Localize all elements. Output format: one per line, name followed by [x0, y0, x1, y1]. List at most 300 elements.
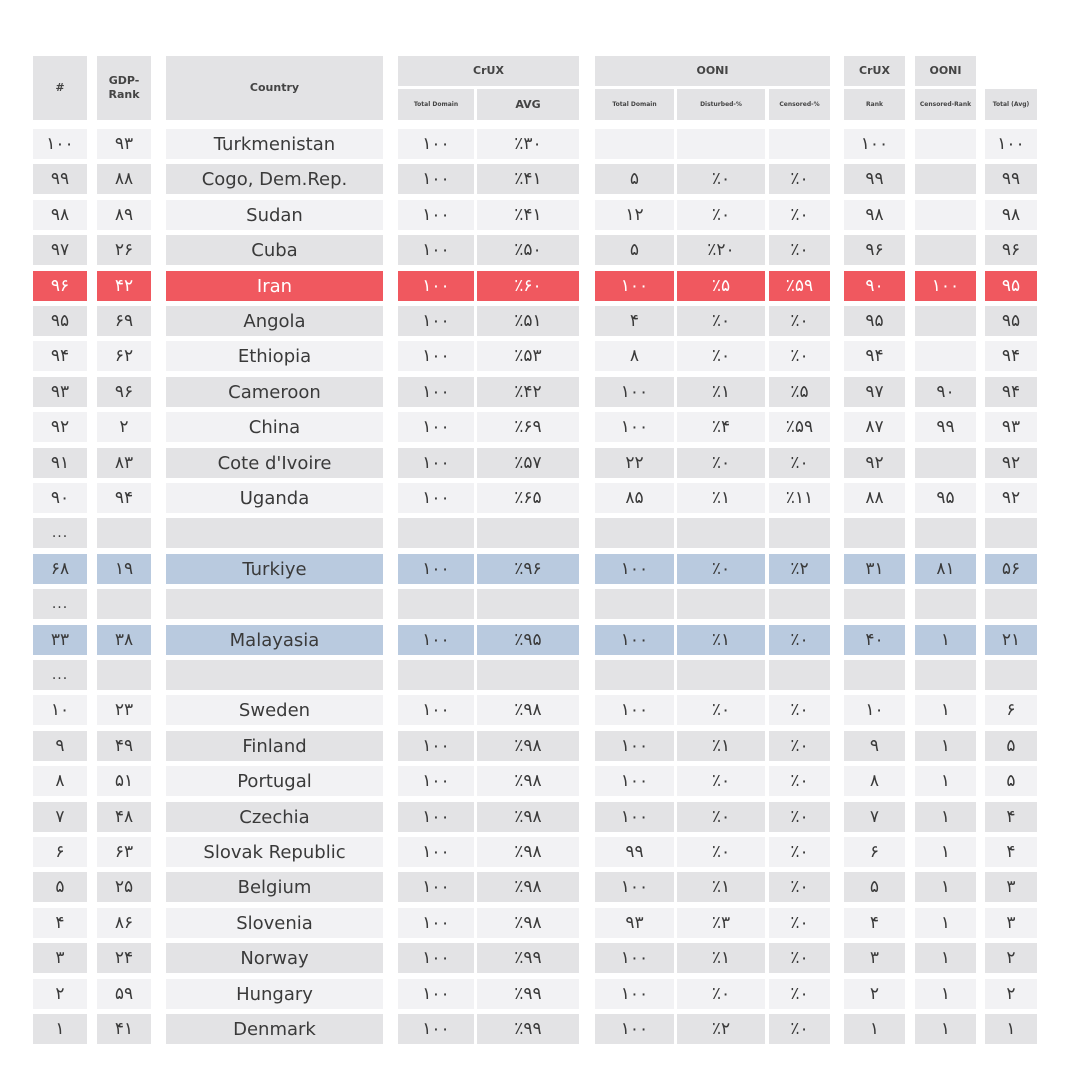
cell-total-avg: ۹۵: [985, 271, 1037, 301]
cell-ooni-censored-rank: ۸۱: [915, 554, 976, 584]
cell-ooni-disturbed: ٪۰: [677, 448, 765, 478]
cell-ooni-total-domain: ۹۹: [595, 837, 674, 867]
cell-country: Slovenia: [166, 908, 383, 938]
cell-total-avg: ۹۴: [985, 341, 1037, 371]
cell-crux-total-domain: ۱۰۰: [398, 943, 474, 973]
cell-ooni-censored-rank: ۱: [915, 731, 976, 761]
cell-ooni-disturbed: ٪۲۰: [677, 235, 765, 265]
cell-ooni-censored: ٪۰: [769, 943, 830, 973]
cell-crux-rank: ۶: [844, 837, 905, 867]
cell-crux-rank: ۳۱: [844, 554, 905, 584]
cell-rank: ۱: [33, 1014, 87, 1044]
cell-ooni-censored-rank: ۱: [915, 695, 976, 725]
cell-crux-total-domain: ۱۰۰: [398, 695, 474, 725]
cell-rank: ۷: [33, 802, 87, 832]
cell-total-avg: [985, 660, 1037, 690]
cell-crux-rank: ۵: [844, 872, 905, 902]
cell-ooni-censored-rank: [915, 129, 976, 159]
cell-crux-avg: ٪۶۰: [477, 271, 579, 301]
cell-ooni-disturbed: ٪۱: [677, 377, 765, 407]
cell-crux-rank: ۹۲: [844, 448, 905, 478]
cell-ooni-censored-rank: [915, 200, 976, 230]
cell-ooni-disturbed: [677, 518, 765, 548]
cell-gdp-rank: ۲۴: [97, 943, 151, 973]
header-rank: #: [33, 56, 87, 120]
cell-crux-rank: ۹۹: [844, 164, 905, 194]
cell-total-avg: ۹۴: [985, 377, 1037, 407]
cell-ooni-disturbed: [677, 660, 765, 690]
cell-crux-rank: ۴: [844, 908, 905, 938]
cell-ooni-censored-rank: ۹۰: [915, 377, 976, 407]
cell-ooni-censored-rank: [915, 660, 976, 690]
cell-total-avg: ۹۸: [985, 200, 1037, 230]
cell-rank: ۹۶: [33, 271, 87, 301]
cell-ooni-total-domain: ۱۰۰: [595, 1014, 674, 1044]
cell-gdp-rank: ۵۱: [97, 766, 151, 796]
header-crux-group: CrUX: [398, 56, 579, 86]
cell-crux-avg: ٪۹۹: [477, 943, 579, 973]
cell-total-avg: ۴: [985, 837, 1037, 867]
cell-crux-total-domain: ۱۰۰: [398, 979, 474, 1009]
cell-gdp-rank: [97, 518, 151, 548]
cell-country: Iran: [166, 271, 383, 301]
header-ooni-censored-rank: Censored-Rank: [915, 89, 976, 120]
cell-ooni-censored-rank: [915, 164, 976, 194]
cell-gdp-rank: ۴۸: [97, 802, 151, 832]
cell-ooni-censored: ٪۲: [769, 554, 830, 584]
cell-crux-total-domain: ۱۰۰: [398, 837, 474, 867]
cell-country: Denmark: [166, 1014, 383, 1044]
cell-ooni-disturbed: ٪۰: [677, 802, 765, 832]
cell-crux-total-domain: ۱۰۰: [398, 200, 474, 230]
cell-rank: ۱۰۰: [33, 129, 87, 159]
cell-ooni-total-domain: ۱۰۰: [595, 766, 674, 796]
cell-crux-avg: ٪۹۸: [477, 731, 579, 761]
cell-country: Turkiye: [166, 554, 383, 584]
cell-gdp-rank: [97, 660, 151, 690]
header-crux-rank: Rank: [844, 89, 905, 120]
cell-ooni-censored: ٪۰: [769, 200, 830, 230]
cell-total-avg: ۴: [985, 802, 1037, 832]
cell-ooni-censored: ٪۵: [769, 377, 830, 407]
cell-rank: ۳: [33, 943, 87, 973]
cell-total-avg: ۹۲: [985, 483, 1037, 513]
cell-crux-total-domain: ۱۰۰: [398, 766, 474, 796]
cell-country: Czechia: [166, 802, 383, 832]
cell-gdp-rank: ۹۶: [97, 377, 151, 407]
cell-ooni-disturbed: ٪۱: [677, 943, 765, 973]
cell-ooni-disturbed: [677, 129, 765, 159]
cell-ooni-censored: ٪۰: [769, 235, 830, 265]
cell-crux-rank: ۹۶: [844, 235, 905, 265]
cell-crux-total-domain: ۱۰۰: [398, 448, 474, 478]
cell-ooni-censored-rank: ۱: [915, 908, 976, 938]
cell-total-avg: [985, 518, 1037, 548]
cell-ooni-total-domain: ۱۰۰: [595, 731, 674, 761]
cell-ooni-disturbed: ٪۰: [677, 766, 765, 796]
cell-gdp-rank: ۸۶: [97, 908, 151, 938]
header-crux-avg: AVG: [477, 89, 579, 120]
cell-ooni-censored: ٪۵۹: [769, 271, 830, 301]
cell-rank: ۹۹: [33, 164, 87, 194]
cell-crux-avg: ٪۳۰: [477, 129, 579, 159]
cell-crux-total-domain: ۱۰۰: [398, 341, 474, 371]
cell-crux-total-domain: [398, 589, 474, 619]
cell-crux-avg: [477, 660, 579, 690]
cell-gdp-rank: ۴۱: [97, 1014, 151, 1044]
header-ooni-group: OONI: [595, 56, 830, 86]
cell-ooni-total-domain: ۵: [595, 235, 674, 265]
cell-crux-total-domain: ۱۰۰: [398, 731, 474, 761]
cell-ooni-censored-rank: [915, 448, 976, 478]
cell-country: Cote d'Ivoire: [166, 448, 383, 478]
cell-total-avg: ۹۹: [985, 164, 1037, 194]
cell-crux-rank: ۴۰: [844, 625, 905, 655]
cell-ooni-censored-rank: ۱۰۰: [915, 271, 976, 301]
cell-rank: ۱۰: [33, 695, 87, 725]
cell-crux-rank: [844, 660, 905, 690]
cell-rank: ۹: [33, 731, 87, 761]
cell-total-avg: ۵: [985, 731, 1037, 761]
cell-rank: ...: [33, 589, 87, 619]
cell-total-avg: ۳: [985, 908, 1037, 938]
cell-country: Hungary: [166, 979, 383, 1009]
cell-crux-avg: ٪۹۶: [477, 554, 579, 584]
cell-country: Malayasia: [166, 625, 383, 655]
cell-ooni-censored: ٪۵۹: [769, 412, 830, 442]
cell-crux-avg: ٪۹۸: [477, 802, 579, 832]
cell-gdp-rank: ۸۳: [97, 448, 151, 478]
cell-country: Cogo, Dem.Rep.: [166, 164, 383, 194]
cell-ooni-total-domain: ۱۰۰: [595, 943, 674, 973]
cell-crux-total-domain: ۱۰۰: [398, 377, 474, 407]
cell-crux-avg: ٪۹۸: [477, 837, 579, 867]
cell-crux-total-domain: ۱۰۰: [398, 908, 474, 938]
cell-country: Angola: [166, 306, 383, 336]
cell-ooni-disturbed: [677, 589, 765, 619]
cell-country: [166, 660, 383, 690]
cell-country: Cuba: [166, 235, 383, 265]
cell-ooni-censored-rank: ۱: [915, 1014, 976, 1044]
cell-ooni-total-domain: ۱۰۰: [595, 625, 674, 655]
cell-crux-avg: ٪۶۹: [477, 412, 579, 442]
cell-ooni-disturbed: ٪۰: [677, 200, 765, 230]
cell-crux-rank: ۹۸: [844, 200, 905, 230]
cell-rank: ۴: [33, 908, 87, 938]
cell-crux-rank: [844, 518, 905, 548]
cell-ooni-total-domain: ۱۰۰: [595, 412, 674, 442]
header-ooni-total-domain: Total Domain: [595, 89, 674, 120]
cell-ooni-censored-rank: [915, 235, 976, 265]
header-total-avg: Total (Avg): [985, 89, 1037, 120]
cell-ooni-total-domain: ۱۰۰: [595, 271, 674, 301]
cell-crux-total-domain: ۱۰۰: [398, 235, 474, 265]
cell-total-avg: ۵: [985, 766, 1037, 796]
cell-rank: ۹۰: [33, 483, 87, 513]
cell-ooni-total-domain: ۱۲: [595, 200, 674, 230]
cell-ooni-disturbed: ٪۰: [677, 695, 765, 725]
cell-ooni-total-domain: ۴: [595, 306, 674, 336]
cell-crux-avg: [477, 589, 579, 619]
cell-crux-rank: ۷: [844, 802, 905, 832]
cell-ooni-censored-rank: [915, 589, 976, 619]
cell-gdp-rank: ۹۴: [97, 483, 151, 513]
cell-crux-total-domain: ۱۰۰: [398, 271, 474, 301]
cell-crux-rank: ۱: [844, 1014, 905, 1044]
cell-total-avg: ۱: [985, 1014, 1037, 1044]
cell-ooni-disturbed: ٪۱: [677, 625, 765, 655]
cell-crux-total-domain: ۱۰۰: [398, 872, 474, 902]
cell-crux-rank: ۸۷: [844, 412, 905, 442]
cell-crux-total-domain: ۱۰۰: [398, 164, 474, 194]
cell-rank: ۸: [33, 766, 87, 796]
cell-ooni-total-domain: ۵: [595, 164, 674, 194]
cell-crux-rank: ۹۷: [844, 377, 905, 407]
cell-crux-rank: ۹۵: [844, 306, 905, 336]
cell-ooni-censored-rank: ۱: [915, 872, 976, 902]
cell-rank: ۶: [33, 837, 87, 867]
cell-gdp-rank: ۴۲: [97, 271, 151, 301]
header-country: Country: [166, 56, 383, 120]
cell-ooni-disturbed: ٪۰: [677, 164, 765, 194]
cell-rank: ۹۷: [33, 235, 87, 265]
cell-ooni-total-domain: ۲۲: [595, 448, 674, 478]
cell-ooni-disturbed: ٪۰: [677, 554, 765, 584]
cell-total-avg: ۲: [985, 979, 1037, 1009]
cell-rank: ۹۸: [33, 200, 87, 230]
cell-ooni-censored: ٪۰: [769, 766, 830, 796]
cell-crux-rank: ۹۴: [844, 341, 905, 371]
cell-country: Sweden: [166, 695, 383, 725]
cell-ooni-censored: ٪۰: [769, 908, 830, 938]
cell-gdp-rank: ۲: [97, 412, 151, 442]
header-ooni-disturbed: Disturbed-%: [677, 89, 765, 120]
cell-ooni-disturbed: ٪۰: [677, 306, 765, 336]
cell-crux-total-domain: ۱۰۰: [398, 129, 474, 159]
cell-crux-rank: ۱۰: [844, 695, 905, 725]
header-crux-rank-group: CrUX: [844, 56, 905, 86]
cell-ooni-censored-rank: ۱: [915, 943, 976, 973]
cell-ooni-censored: [769, 129, 830, 159]
cell-ooni-censored: [769, 589, 830, 619]
cell-ooni-censored-rank: ۱: [915, 802, 976, 832]
cell-crux-total-domain: [398, 660, 474, 690]
cell-ooni-disturbed: ٪۱: [677, 483, 765, 513]
cell-ooni-censored: [769, 518, 830, 548]
cell-crux-avg: ٪۵۳: [477, 341, 579, 371]
cell-country: Sudan: [166, 200, 383, 230]
cell-ooni-total-domain: ۱۰۰: [595, 554, 674, 584]
cell-crux-rank: ۹: [844, 731, 905, 761]
cell-ooni-total-domain: ۱۰۰: [595, 872, 674, 902]
cell-ooni-disturbed: ٪۰: [677, 979, 765, 1009]
cell-country: Belgium: [166, 872, 383, 902]
cell-ooni-censored-rank: [915, 518, 976, 548]
cell-ooni-censored-rank: ۱: [915, 837, 976, 867]
cell-country: Ethiopia: [166, 341, 383, 371]
cell-gdp-rank: ۵۹: [97, 979, 151, 1009]
cell-crux-total-domain: ۱۰۰: [398, 306, 474, 336]
cell-total-avg: ۹۶: [985, 235, 1037, 265]
cell-total-avg: [985, 589, 1037, 619]
cell-rank: ۹۴: [33, 341, 87, 371]
cell-ooni-censored-rank: [915, 306, 976, 336]
cell-rank: ۵: [33, 872, 87, 902]
cell-rank: ...: [33, 660, 87, 690]
cell-gdp-rank: ۸۹: [97, 200, 151, 230]
cell-crux-total-domain: [398, 518, 474, 548]
cell-total-avg: ۳: [985, 872, 1037, 902]
cell-ooni-total-domain: [595, 129, 674, 159]
cell-rank: ۹۵: [33, 306, 87, 336]
cell-crux-total-domain: ۱۰۰: [398, 1014, 474, 1044]
cell-ooni-total-domain: ۱۰۰: [595, 802, 674, 832]
cell-gdp-rank: ۸۸: [97, 164, 151, 194]
cell-ooni-disturbed: ٪۵: [677, 271, 765, 301]
cell-ooni-censored: [769, 660, 830, 690]
cell-total-avg: ۱۰۰: [985, 129, 1037, 159]
cell-gdp-rank: ۲۳: [97, 695, 151, 725]
cell-country: Slovak Republic: [166, 837, 383, 867]
cell-crux-rank: ۲: [844, 979, 905, 1009]
cell-country: China: [166, 412, 383, 442]
cell-ooni-disturbed: ٪۰: [677, 341, 765, 371]
cell-ooni-censored: ٪۰: [769, 802, 830, 832]
cell-crux-rank: ۹۰: [844, 271, 905, 301]
header-ooni-censored: Censored-%: [769, 89, 830, 120]
cell-ooni-censored: ٪۱۱: [769, 483, 830, 513]
cell-crux-avg: ٪۴۲: [477, 377, 579, 407]
cell-crux-total-domain: ۱۰۰: [398, 483, 474, 513]
cell-ooni-censored-rank: ۹۹: [915, 412, 976, 442]
cell-ooni-censored-rank: [915, 341, 976, 371]
cell-ooni-censored: ٪۰: [769, 1014, 830, 1044]
cell-ooni-censored: ٪۰: [769, 872, 830, 902]
cell-ooni-censored: ٪۰: [769, 695, 830, 725]
cell-gdp-rank: ۲۵: [97, 872, 151, 902]
cell-rank: ۹۳: [33, 377, 87, 407]
cell-ooni-total-domain: ۸: [595, 341, 674, 371]
cell-ooni-censored-rank: ۱: [915, 766, 976, 796]
cell-ooni-censored: ٪۰: [769, 341, 830, 371]
cell-ooni-censored-rank: ۱: [915, 979, 976, 1009]
cell-crux-avg: ٪۵۷: [477, 448, 579, 478]
cell-total-avg: ۵۶: [985, 554, 1037, 584]
cell-ooni-censored: ٪۰: [769, 625, 830, 655]
cell-rank: ۹۱: [33, 448, 87, 478]
cell-ooni-total-domain: ۱۰۰: [595, 695, 674, 725]
cell-crux-avg: ٪۹۸: [477, 766, 579, 796]
cell-ooni-censored: ٪۰: [769, 731, 830, 761]
cell-gdp-rank: ۲۶: [97, 235, 151, 265]
cell-crux-avg: ٪۹۸: [477, 695, 579, 725]
cell-crux-avg: ٪۵۰: [477, 235, 579, 265]
cell-ooni-disturbed: ٪۰: [677, 837, 765, 867]
cell-crux-avg: ٪۹۸: [477, 908, 579, 938]
cell-ooni-censored: ٪۰: [769, 164, 830, 194]
cell-ooni-censored: ٪۰: [769, 979, 830, 1009]
cell-country: Portugal: [166, 766, 383, 796]
cell-country: Norway: [166, 943, 383, 973]
cell-ooni-total-domain: ۹۳: [595, 908, 674, 938]
cell-rank: ...: [33, 518, 87, 548]
cell-crux-rank: ۸۸: [844, 483, 905, 513]
cell-crux-total-domain: ۱۰۰: [398, 412, 474, 442]
header-ooni-censored-group: OONI: [915, 56, 976, 86]
cell-ooni-censored-rank: ۱: [915, 625, 976, 655]
cell-country: [166, 518, 383, 548]
cell-crux-avg: ٪۹۵: [477, 625, 579, 655]
header-crux-total-domain: Total Domain: [398, 89, 474, 120]
cell-crux-total-domain: ۱۰۰: [398, 802, 474, 832]
cell-country: Finland: [166, 731, 383, 761]
cell-gdp-rank: ۶۹: [97, 306, 151, 336]
cell-ooni-total-domain: [595, 589, 674, 619]
cell-crux-avg: ٪۵۱: [477, 306, 579, 336]
cell-gdp-rank: ۶۳: [97, 837, 151, 867]
cell-ooni-total-domain: ۸۵: [595, 483, 674, 513]
cell-rank: ۹۲: [33, 412, 87, 442]
cell-gdp-rank: ۹۳: [97, 129, 151, 159]
cell-country: Turkmenistan: [166, 129, 383, 159]
cell-total-avg: ۶: [985, 695, 1037, 725]
cell-ooni-disturbed: ٪۱: [677, 872, 765, 902]
cell-ooni-censored: ٪۰: [769, 837, 830, 867]
cell-total-avg: ۹۳: [985, 412, 1037, 442]
cell-crux-total-domain: ۱۰۰: [398, 625, 474, 655]
cell-country: [166, 589, 383, 619]
cell-crux-avg: ٪۶۵: [477, 483, 579, 513]
cell-ooni-disturbed: ٪۱: [677, 731, 765, 761]
cell-crux-rank: [844, 589, 905, 619]
cell-ooni-disturbed: ٪۴: [677, 412, 765, 442]
cell-rank: ۶۸: [33, 554, 87, 584]
cell-crux-rank: ۳: [844, 943, 905, 973]
header-gdp-rank: GDP- Rank: [97, 56, 151, 120]
cell-ooni-censored: ٪۰: [769, 306, 830, 336]
cell-crux-avg: ٪۹۸: [477, 872, 579, 902]
cell-rank: ۳۳: [33, 625, 87, 655]
cell-total-avg: ۲: [985, 943, 1037, 973]
cell-crux-avg: ٪۹۹: [477, 1014, 579, 1044]
cell-ooni-censored: ٪۰: [769, 448, 830, 478]
cell-total-avg: ۹۲: [985, 448, 1037, 478]
cell-rank: ۲: [33, 979, 87, 1009]
cell-crux-avg: ٪۴۱: [477, 164, 579, 194]
cell-gdp-rank: [97, 589, 151, 619]
cell-country: Cameroon: [166, 377, 383, 407]
cell-crux-rank: ۱۰۰: [844, 129, 905, 159]
cell-ooni-total-domain: ۱۰۰: [595, 377, 674, 407]
cell-gdp-rank: ۶۲: [97, 341, 151, 371]
cell-gdp-rank: ۴۹: [97, 731, 151, 761]
cell-gdp-rank: ۱۹: [97, 554, 151, 584]
cell-ooni-disturbed: ٪۳: [677, 908, 765, 938]
cell-crux-total-domain: ۱۰۰: [398, 554, 474, 584]
cell-ooni-disturbed: ٪۲: [677, 1014, 765, 1044]
cell-ooni-total-domain: [595, 518, 674, 548]
cell-gdp-rank: ۳۸: [97, 625, 151, 655]
cell-crux-avg: [477, 518, 579, 548]
cell-ooni-total-domain: [595, 660, 674, 690]
cell-crux-avg: ٪۹۹: [477, 979, 579, 1009]
cell-crux-avg: ٪۴۱: [477, 200, 579, 230]
cell-country: Uganda: [166, 483, 383, 513]
cell-crux-rank: ۸: [844, 766, 905, 796]
cell-ooni-total-domain: ۱۰۰: [595, 979, 674, 1009]
cell-total-avg: ۹۵: [985, 306, 1037, 336]
cell-total-avg: ۲۱: [985, 625, 1037, 655]
